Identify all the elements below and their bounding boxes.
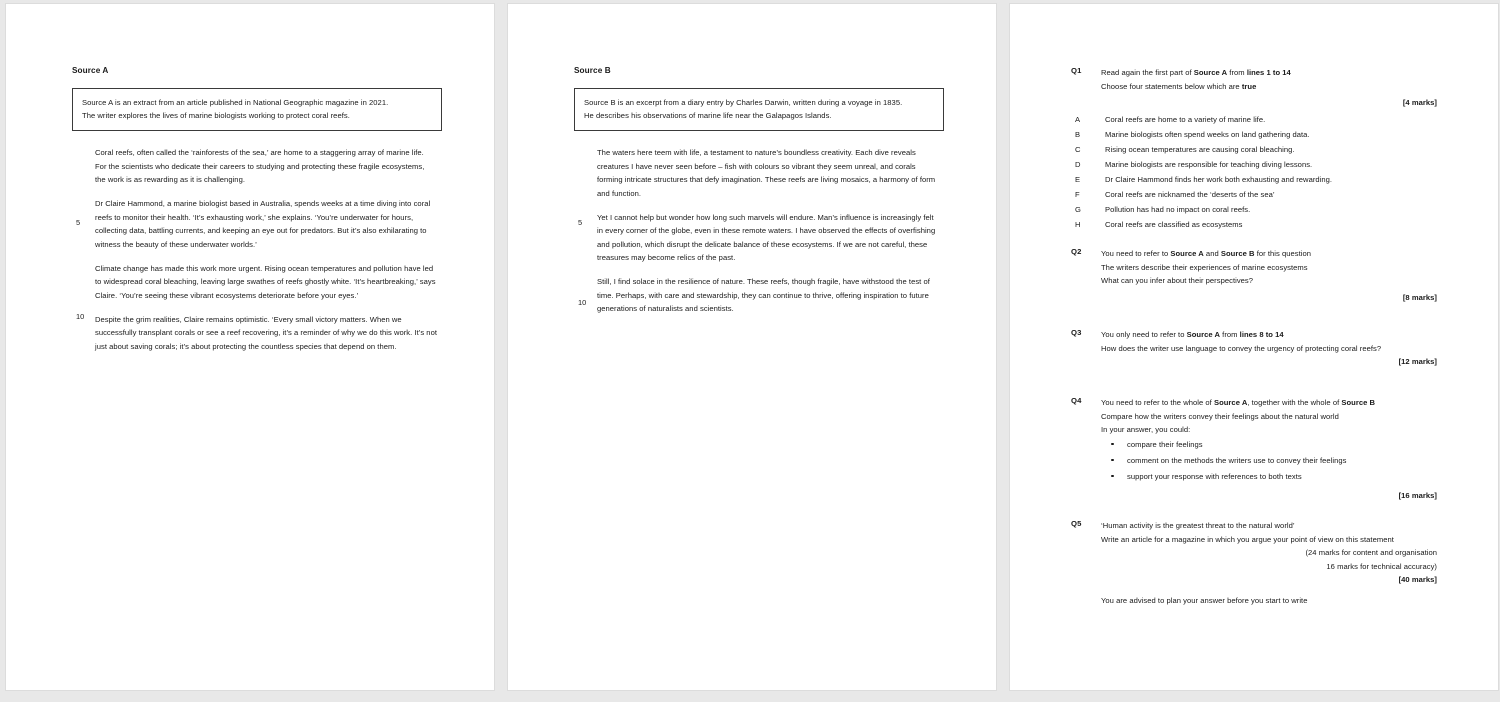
source-a-line-number-10: 10 — [76, 312, 85, 321]
statement-b-text: Marine biologists often spend weeks on land gathering data. — [1105, 129, 1310, 139]
question-4-line-3: In your answer, you could: — [1101, 425, 1191, 435]
q1-l1-lines-ref: lines 1 to 14 — [1246, 68, 1291, 77]
statement-d-letter: D — [1075, 159, 1081, 169]
statement-a[interactable] — [1071, 113, 1437, 127]
source-b-paragraph-3: Still, I find solace in the resilience of nature. These reefs, though fragile, have withstood the test of time. Perhaps, with care and stewardship, they can continue to thrive, offering inspiration to future generations of naturalists and scientists. — [597, 277, 930, 314]
question-1-label: Q1 — [1071, 66, 1082, 75]
question-2-label: Q2 — [1071, 247, 1082, 256]
question-3-line-1 — [1101, 328, 1437, 342]
q2-l1-source-a: Source A — [1170, 249, 1204, 258]
statement-e-text: Dr Claire Hammond finds her work both exhausting and rewarding. — [1105, 174, 1333, 184]
q2-l1-source-b: Source B — [1220, 249, 1255, 258]
source-a-intro-line-1: Source A is an extract from an article published in National Geographic magazine in 2021. — [82, 98, 389, 107]
statement-e[interactable] — [1071, 173, 1437, 187]
source-a-intro-box — [72, 88, 442, 131]
source-a-intro-line-2: The writer explores the lives of marine biologists working to protect coral reefs. — [82, 111, 350, 121]
question-4-bullet-2: comment on the methods the writers use to convey their feelings — [1101, 454, 1437, 468]
question-5-advice: You are advised to plan your answer before you start to write — [1101, 595, 1308, 605]
question-4-line-1 — [1101, 396, 1437, 410]
statement-e-letter: E — [1075, 174, 1081, 184]
statement-b-letter: B — [1075, 129, 1081, 139]
source-a-heading: Source A — [72, 66, 109, 75]
q2-l1-part-a: You need to refer to — [1101, 249, 1171, 258]
page-source-a — [6, 4, 494, 690]
statement-d-text: Marine biologists are responsible for teaching diving lessons. — [1105, 159, 1313, 169]
question-2-line-1 — [1101, 247, 1437, 261]
statement-a-letter: A — [1075, 114, 1081, 124]
question-4-line-2: Compare how the writers convey their feelings about the natural world — [1101, 411, 1339, 421]
question-3-line-2: How does the writer use language to convey the urgency of protecting coral reefs? — [1101, 343, 1382, 353]
source-b-intro-line-1: Source B is an excerpt from a diary entry by Charles Darwin, written during a voyage in 1835. — [584, 98, 903, 107]
source-b-line-number-10: 10 — [578, 298, 587, 307]
q2-l1-part-e: for this question — [1254, 249, 1311, 258]
q1-l1-part-c: from — [1227, 68, 1247, 77]
statement-f[interactable] — [1071, 188, 1437, 202]
statement-h[interactable] — [1071, 218, 1437, 232]
source-a-paragraph-3: Climate change has made this work more urgent. Rising ocean temperatures and pollution have led to widespread coral bleaching, leaving large swathes of reefs ghostly white. ‘It’s heartbreaking,’ says Claire. ‘You’re seeing these vibrant ecosystems deteriorate before your eyes.’ — [95, 263, 436, 300]
question-3-label: Q3 — [1071, 328, 1082, 337]
statement-g-letter: G — [1075, 205, 1081, 215]
statement-c-letter: C — [1075, 144, 1081, 154]
q4-l1-part-a: You need to refer to the whole of — [1101, 398, 1214, 407]
q4-l1-source-a: Source A — [1213, 398, 1248, 407]
question-4-marks: [16 marks] — [1398, 490, 1437, 500]
question-4-bullet-list — [1101, 438, 1437, 484]
question-1-marks: [4 marks] — [1402, 98, 1437, 108]
statement-h-letter: H — [1075, 220, 1081, 230]
question-2-line-2: The writers describe their experiences of marine ecosystems — [1101, 262, 1308, 272]
q4-l1-part-c: , together with the whole of — [1247, 398, 1342, 407]
statement-f-text: Coral reefs are nicknamed the ‘deserts of the sea’ — [1105, 190, 1275, 200]
statement-g[interactable] — [1071, 203, 1437, 217]
statement-a-text: Coral reefs are home to a variety of marine life. — [1105, 114, 1266, 124]
q1-l1-source-ref: Source A — [1193, 68, 1228, 77]
source-a-paragraph-2: Dr Claire Hammond, a marine biologist based in Australia, spends weeks at a time diving into coral reefs to monitor their health. ‘It’s exhausting work,’ she explains. ‘You’re underwater for hours, collecting data, battling currents, and keeping an eye out for predators. But it’s also exhilarating to witness the beauty of these underwater worlds.’ — [95, 199, 431, 249]
q3-l1-part-c: from — [1220, 330, 1240, 339]
page-source-b — [508, 4, 996, 690]
q1-l2-part-a: Choose four statements below which are — [1101, 81, 1242, 91]
question-1-line-2 — [1101, 80, 1437, 94]
source-b-intro-line-2: He describes his observations of marine life near the Galapagos Islands. — [584, 111, 832, 121]
question-5-accuracy-marks: 16 marks for technical accuracy) — [1326, 561, 1437, 571]
question-5 — [1071, 519, 1437, 607]
question-3 — [1071, 328, 1437, 369]
statement-d[interactable] — [1071, 158, 1437, 172]
question-4-bullet-1: compare their feelings — [1101, 438, 1437, 452]
source-b-intro-box — [574, 88, 944, 131]
q3-l1-part-a: You only need to refer to — [1101, 330, 1187, 339]
source-b-line-number-5: 5 — [578, 217, 583, 227]
source-b-paragraph-1: The waters here teem with life, a testament to nature’s boundless creativity. Each dive reveals creatures I have never seen before – fish with colours so vibrant they seem unreal, and corals forming intricate structures that defy imagination. These reefs are living mosaics, a harmony of form and function. — [597, 148, 936, 198]
statement-b[interactable] — [1071, 128, 1437, 142]
question-2-line-3: What can you infer about their perspectives? — [1101, 276, 1254, 286]
question-1-statement-list — [1071, 113, 1437, 232]
question-3-marks: [12 marks] — [1398, 357, 1437, 367]
question-5-line-1: ‘Human activity is the greatest threat to the natural world’ — [1101, 521, 1295, 530]
source-b-heading: Source B — [574, 66, 611, 75]
question-1-line-1 — [1101, 66, 1437, 80]
q4-l1-source-b: Source B — [1341, 398, 1376, 407]
statement-c[interactable] — [1071, 143, 1437, 157]
q1-l2-true: true — [1241, 81, 1257, 91]
question-4 — [1071, 396, 1437, 502]
page-questions — [1010, 4, 1498, 690]
statement-h-text: Coral reefs are classified as ecosystems — [1105, 220, 1243, 230]
statement-g-text: Pollution has had no impact on coral reefs. — [1105, 205, 1251, 215]
statement-f-letter: F — [1075, 190, 1080, 200]
source-a-paragraph-1: Coral reefs, often called the ‘rainforests of the sea,’ are home to a staggering array of marine life. For the scientists who dedicate their careers to studying and protecting these fragile ecosystems, the work is as rewarding as it is challenging. — [95, 148, 425, 185]
source-b-paragraph-2: Yet I cannot help but wonder how long such marvels will endure. Man’s influence is increasingly felt in every corner of the globe, even in these remote waters. I have observed the effects of overfishing and pollution, which disrupt the delicate balance of these ecosystems. If we are not careful, these treasures may become relics of the past. — [597, 212, 936, 263]
q3-l1-lines-ref: lines 8 to 14 — [1239, 330, 1284, 339]
source-b-body — [597, 146, 939, 316]
statement-c-text: Rising ocean temperatures are causing coral bleaching. — [1105, 144, 1295, 154]
question-5-label: Q5 — [1071, 519, 1082, 528]
q2-l1-part-c: and — [1203, 249, 1221, 258]
q1-l1-part-a: Read again the first part of — [1101, 68, 1194, 77]
question-5-marks: [40 marks] — [1398, 575, 1437, 585]
q3-l1-source-ref: Source A — [1186, 330, 1221, 339]
source-a-line-number-5: 5 — [76, 217, 81, 227]
question-2-marks: [8 marks] — [1402, 292, 1437, 302]
question-5-content-marks: (24 marks for content and organisation — [1305, 548, 1437, 558]
question-4-bullet-3: support your response with references to both texts — [1101, 470, 1437, 484]
question-2 — [1071, 247, 1437, 304]
source-a-body — [95, 146, 437, 353]
question-4-label: Q4 — [1071, 396, 1082, 405]
question-1 — [1071, 66, 1437, 233]
question-5-line-2: Write an article for a magazine in which you argue your point of view on this statement — [1101, 534, 1394, 544]
source-a-paragraph-4: Despite the grim realities, Claire remains optimistic. ‘Every small victory matters. When we successfully transplant corals or see a reef recovering, it’s a reminder of why we do this work. It’s not just about saving corals; it’s about protecting the countless species that depend on them. — [95, 314, 437, 351]
